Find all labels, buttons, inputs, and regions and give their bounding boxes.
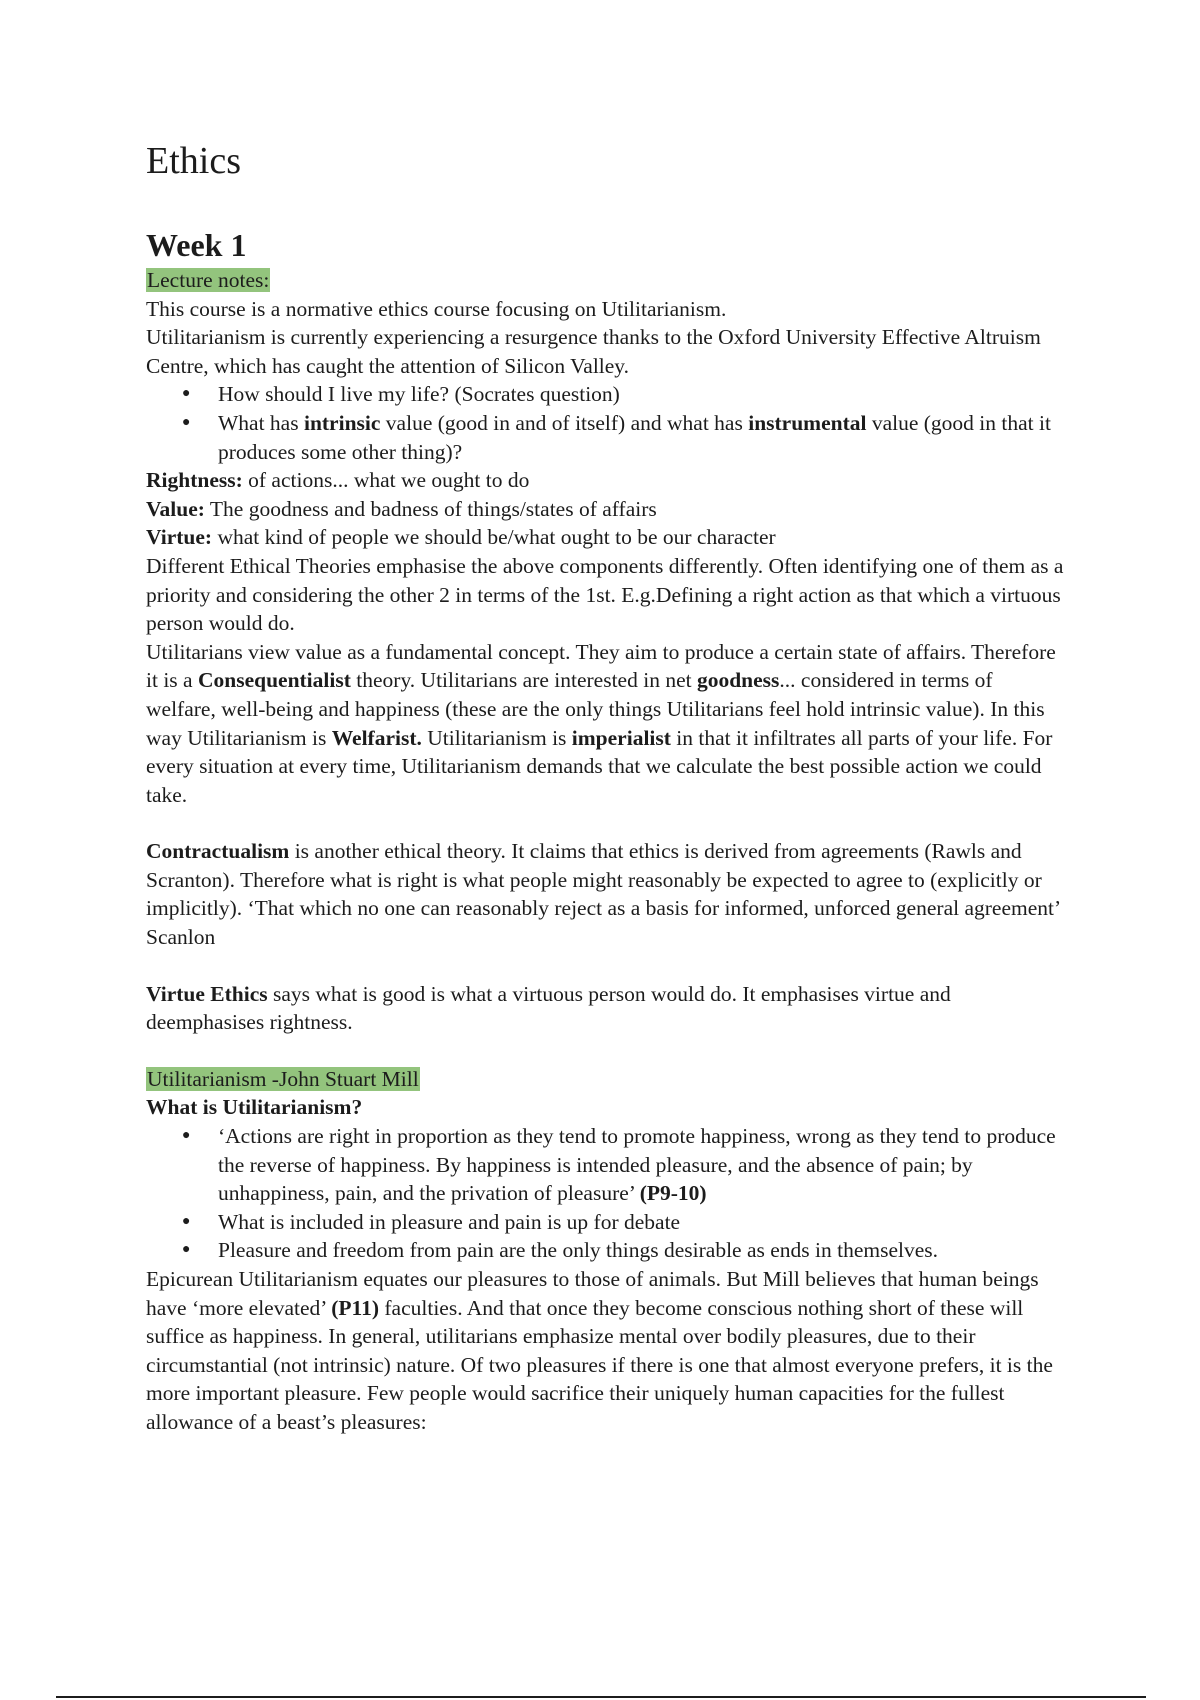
spacer [146, 952, 1066, 980]
utilitarianism-paragraph: Utilitarians view value as a fundamental concept. They aim to produce a certain state of affairs. Therefore it is a Consequentialist theory. Utilitarians are interested in net goodness... considered in terms of welfare, well-being and happiness (these are the only things Utilitarians feel hold intrinsic value). In this way Utilitarianism is Welfarist. Utilitarianism is imperialist in that it infiltrates all parts of your life. For every situation at every time, Utilitarianism demands that we calculate the best possible action we could take. [146, 639, 1056, 807]
definition-virtue: Virtue: what kind of people we should be/what ought to be our character [146, 525, 776, 550]
definition-rightness: Rightness: of actions... what we ought to do [146, 468, 530, 493]
instrumental-term: instrumental [748, 410, 867, 435]
list-item: ● What is included in pleasure and pain is up for debate [218, 1208, 1066, 1237]
list-item: ● ‘Actions are right in proportion as they tend to promote happiness, wrong as they tend to produce the reverse of happiness. By happiness is intended pleasure, and the absence of pain; by unhappiness, pain, and the privation of pleasure’ (P9-10) [218, 1122, 1066, 1208]
virtue-ethics-paragraph: Virtue Ethics says what is good is what a virtuous person would do. It emphasises virtue and deemphasises rightness. [146, 981, 951, 1035]
week-heading: Week 1 [146, 227, 247, 263]
intrinsic-term: intrinsic [303, 410, 381, 435]
questions-list [146, 380, 1066, 466]
mill-section-label-row [146, 1065, 1066, 1094]
mill-list [146, 1122, 1066, 1265]
theories-paragraph: Different Ethical Theories emphasise the above components differently. Often identifying one of them as a priority and considering the other 2 in terms of the 1st. E.g.Defining a right action as that which a virtuous person would do. [146, 553, 1064, 636]
document-title: Ethics [146, 140, 241, 182]
intro-paragraph-2: Utilitarianism is currently experiencing a resurgence thanks to the Oxford University Effective Altruism Centre, which has caught the attention of Silicon Valley. [146, 325, 1041, 378]
lecture-notes-label-row [146, 266, 1066, 295]
intro-paragraph-1: This course is a normative ethics course focusing on Utilitarianism. [146, 296, 727, 321]
mill-section-question: What is Utilitarianism? [146, 1095, 363, 1120]
definition-value: Value: The goodness and badness of things/states of affairs [146, 496, 657, 521]
list-item: ● What has intrinsic value (good in and of itself) and what has instrumental value (good in that it produces some other thing)? [218, 409, 1066, 466]
page-bottom-divider [56, 1696, 1146, 1698]
spacer [146, 1037, 1066, 1065]
spacer [146, 809, 1066, 837]
contractualism-paragraph: Contractualism is another ethical theory. It claims that ethics is derived from agreements (Rawls and Scranton). Therefore what is right is what people might reasonably be expected to agree to (explicitly or implicitly). ‘That which no one can reasonably reject as a basis for informed, unforced general agreement’ Scanlon [146, 839, 1060, 950]
list-item: ● How should I live my life? (Socrates question) [218, 380, 1066, 409]
epicurean-paragraph: Epicurean Utilitarianism equates our pleasures to those of animals. But Mill believes that human beings have ‘more elevated’ (P11) faculties. And that once they become conscious nothing short of these will suffice as happiness. In general, utilitarians emphasize mental over bodily pleasures, due to their circumstantial (not intrinsic) nature. Of two pleasures if there is one that almost everyone prefers, it is the more important pleasure. Few people would sacrifice their uniquely human capacities for the fullest allowance of a beast’s pleasures: [146, 1267, 1053, 1434]
mill-section-label: Utilitarianism -John Stuart Mill [147, 1066, 419, 1091]
document-page [146, 138, 1066, 1437]
lecture-notes-label: Lecture notes: [147, 268, 270, 292]
list-item: ● Pleasure and freedom from pain are the only things desirable as ends in themselves. [218, 1236, 1066, 1265]
